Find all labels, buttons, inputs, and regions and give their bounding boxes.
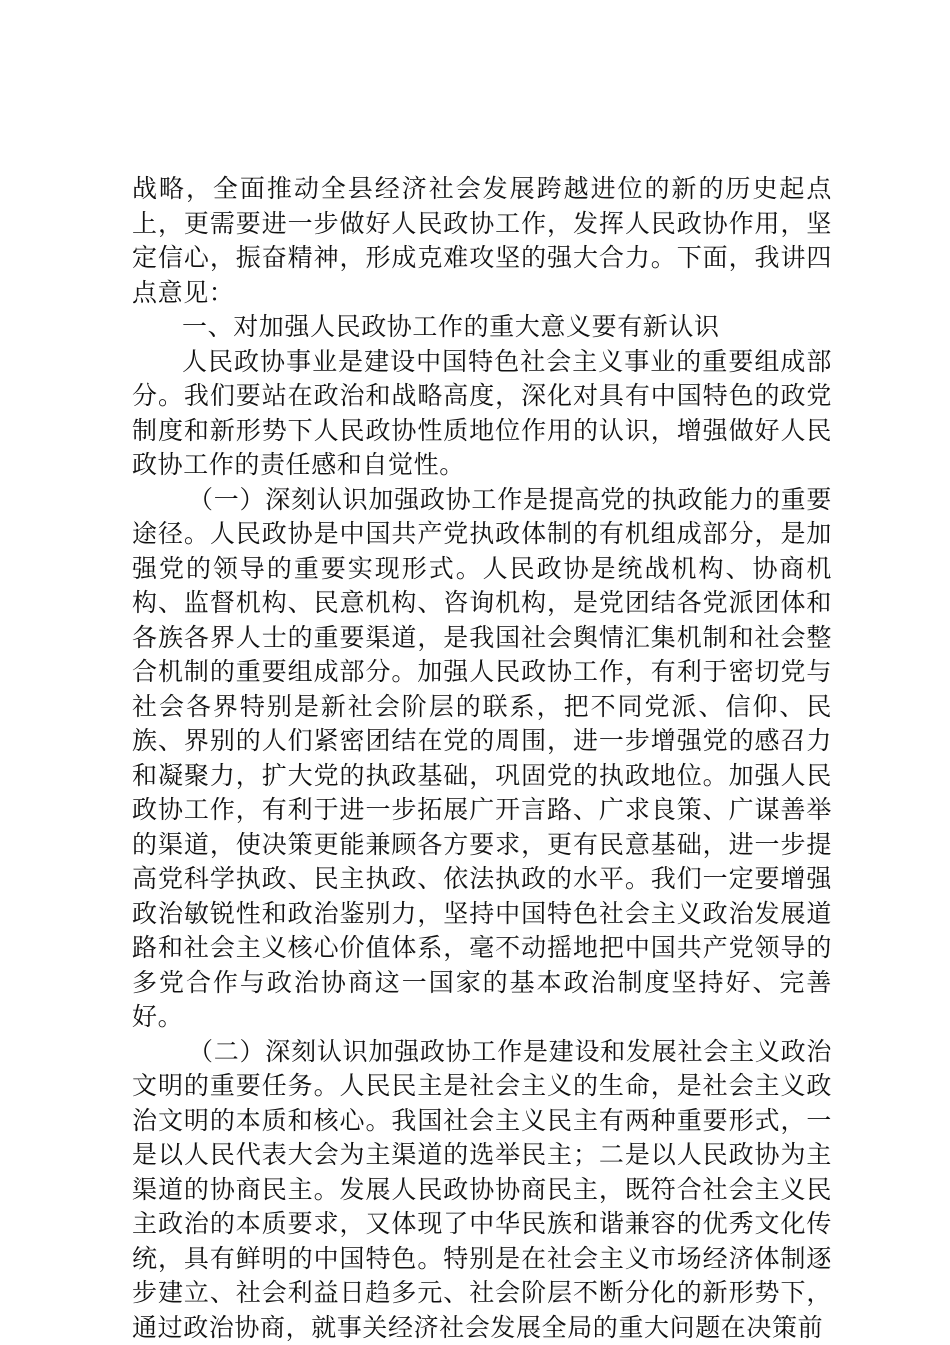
paragraph-intro-continuation: 战略，全面推动全县经济社会发展跨越进位的新的历史起点上，更需要进一步做好人民政协工作，发挥人民政协作用，坚定信心，振奋精神，形成克难攻坚的强大合力。下面，我讲四点意见： xyxy=(132,172,832,310)
paragraph-section-1-intro: 人民政协事业是建设中国特色社会主义事业的重要组成部分。我们要站在政治和战略高度，深化对具有中国特色的政党制度和新形势下人民政协性质地位作用的认识，增强做好人民政协工作的责任感和自觉性。 xyxy=(132,345,832,483)
document-body xyxy=(132,172,832,1345)
paragraph-subsection-2: （二）深刻认识加强政协工作是建设和发展社会主义政治文明的重要任务。人民民主是社会主义的生命，是社会主义政治文明的本质和核心。我国社会主义民主有两种重要形式，一是以人民代表大会为主渠道的选举民主；二是以人民政协为主渠道的协商民主。发展人民政协协商民主，既符合社会主义民主政治的本质要求，又体现了中华民族和谐兼容的优秀文化传统，具有鲜明的中国特色。特别是在社会主义市场经济体制逐步建立、社会利益日趋多元、社会阶层不断分化的新形势下，通过政治协商，就事关经济社会发展全局的重大问题在决策前 xyxy=(132,1035,832,1345)
section-heading-1: 一、对加强人民政协工作的重大意义要有新认识 xyxy=(132,310,832,345)
paragraph-subsection-1: （一）深刻认识加强政协工作是提高党的执政能力的重要途径。人民政协是中国共产党执政体制的有机组成部分，是加强党的领导的重要实现形式。人民政协是统战机构、协商机构、监督机构、民意机构、咨询机构，是党团结各党派团体和各族各界人士的重要渠道，是我国社会舆情汇集机制和社会整合机制的重要组成部分。加强人民政协工作，有利于密切党与社会各界特别是新社会阶层的联系，把不同党派、信仰、民族、界别的人们紧密团结在党的周围，进一步增强党的感召力和凝聚力，扩大党的执政基础，巩固党的执政地位。加强人民政协工作，有利于进一步拓展广开言路、广求良策、广谋善举的渠道，使决策更能兼顾各方要求，更有民意基础，进一步提高党科学执政、民主执政、依法执政的水平。我们一定要增强政治敏锐性和政治鉴别力，坚持中国特色社会主义政治发展道路和社会主义核心价值体系，毫不动摇地把中国共产党领导的多党合作与政治协商这一国家的基本政治制度坚持好、完善好。 xyxy=(132,483,832,1035)
